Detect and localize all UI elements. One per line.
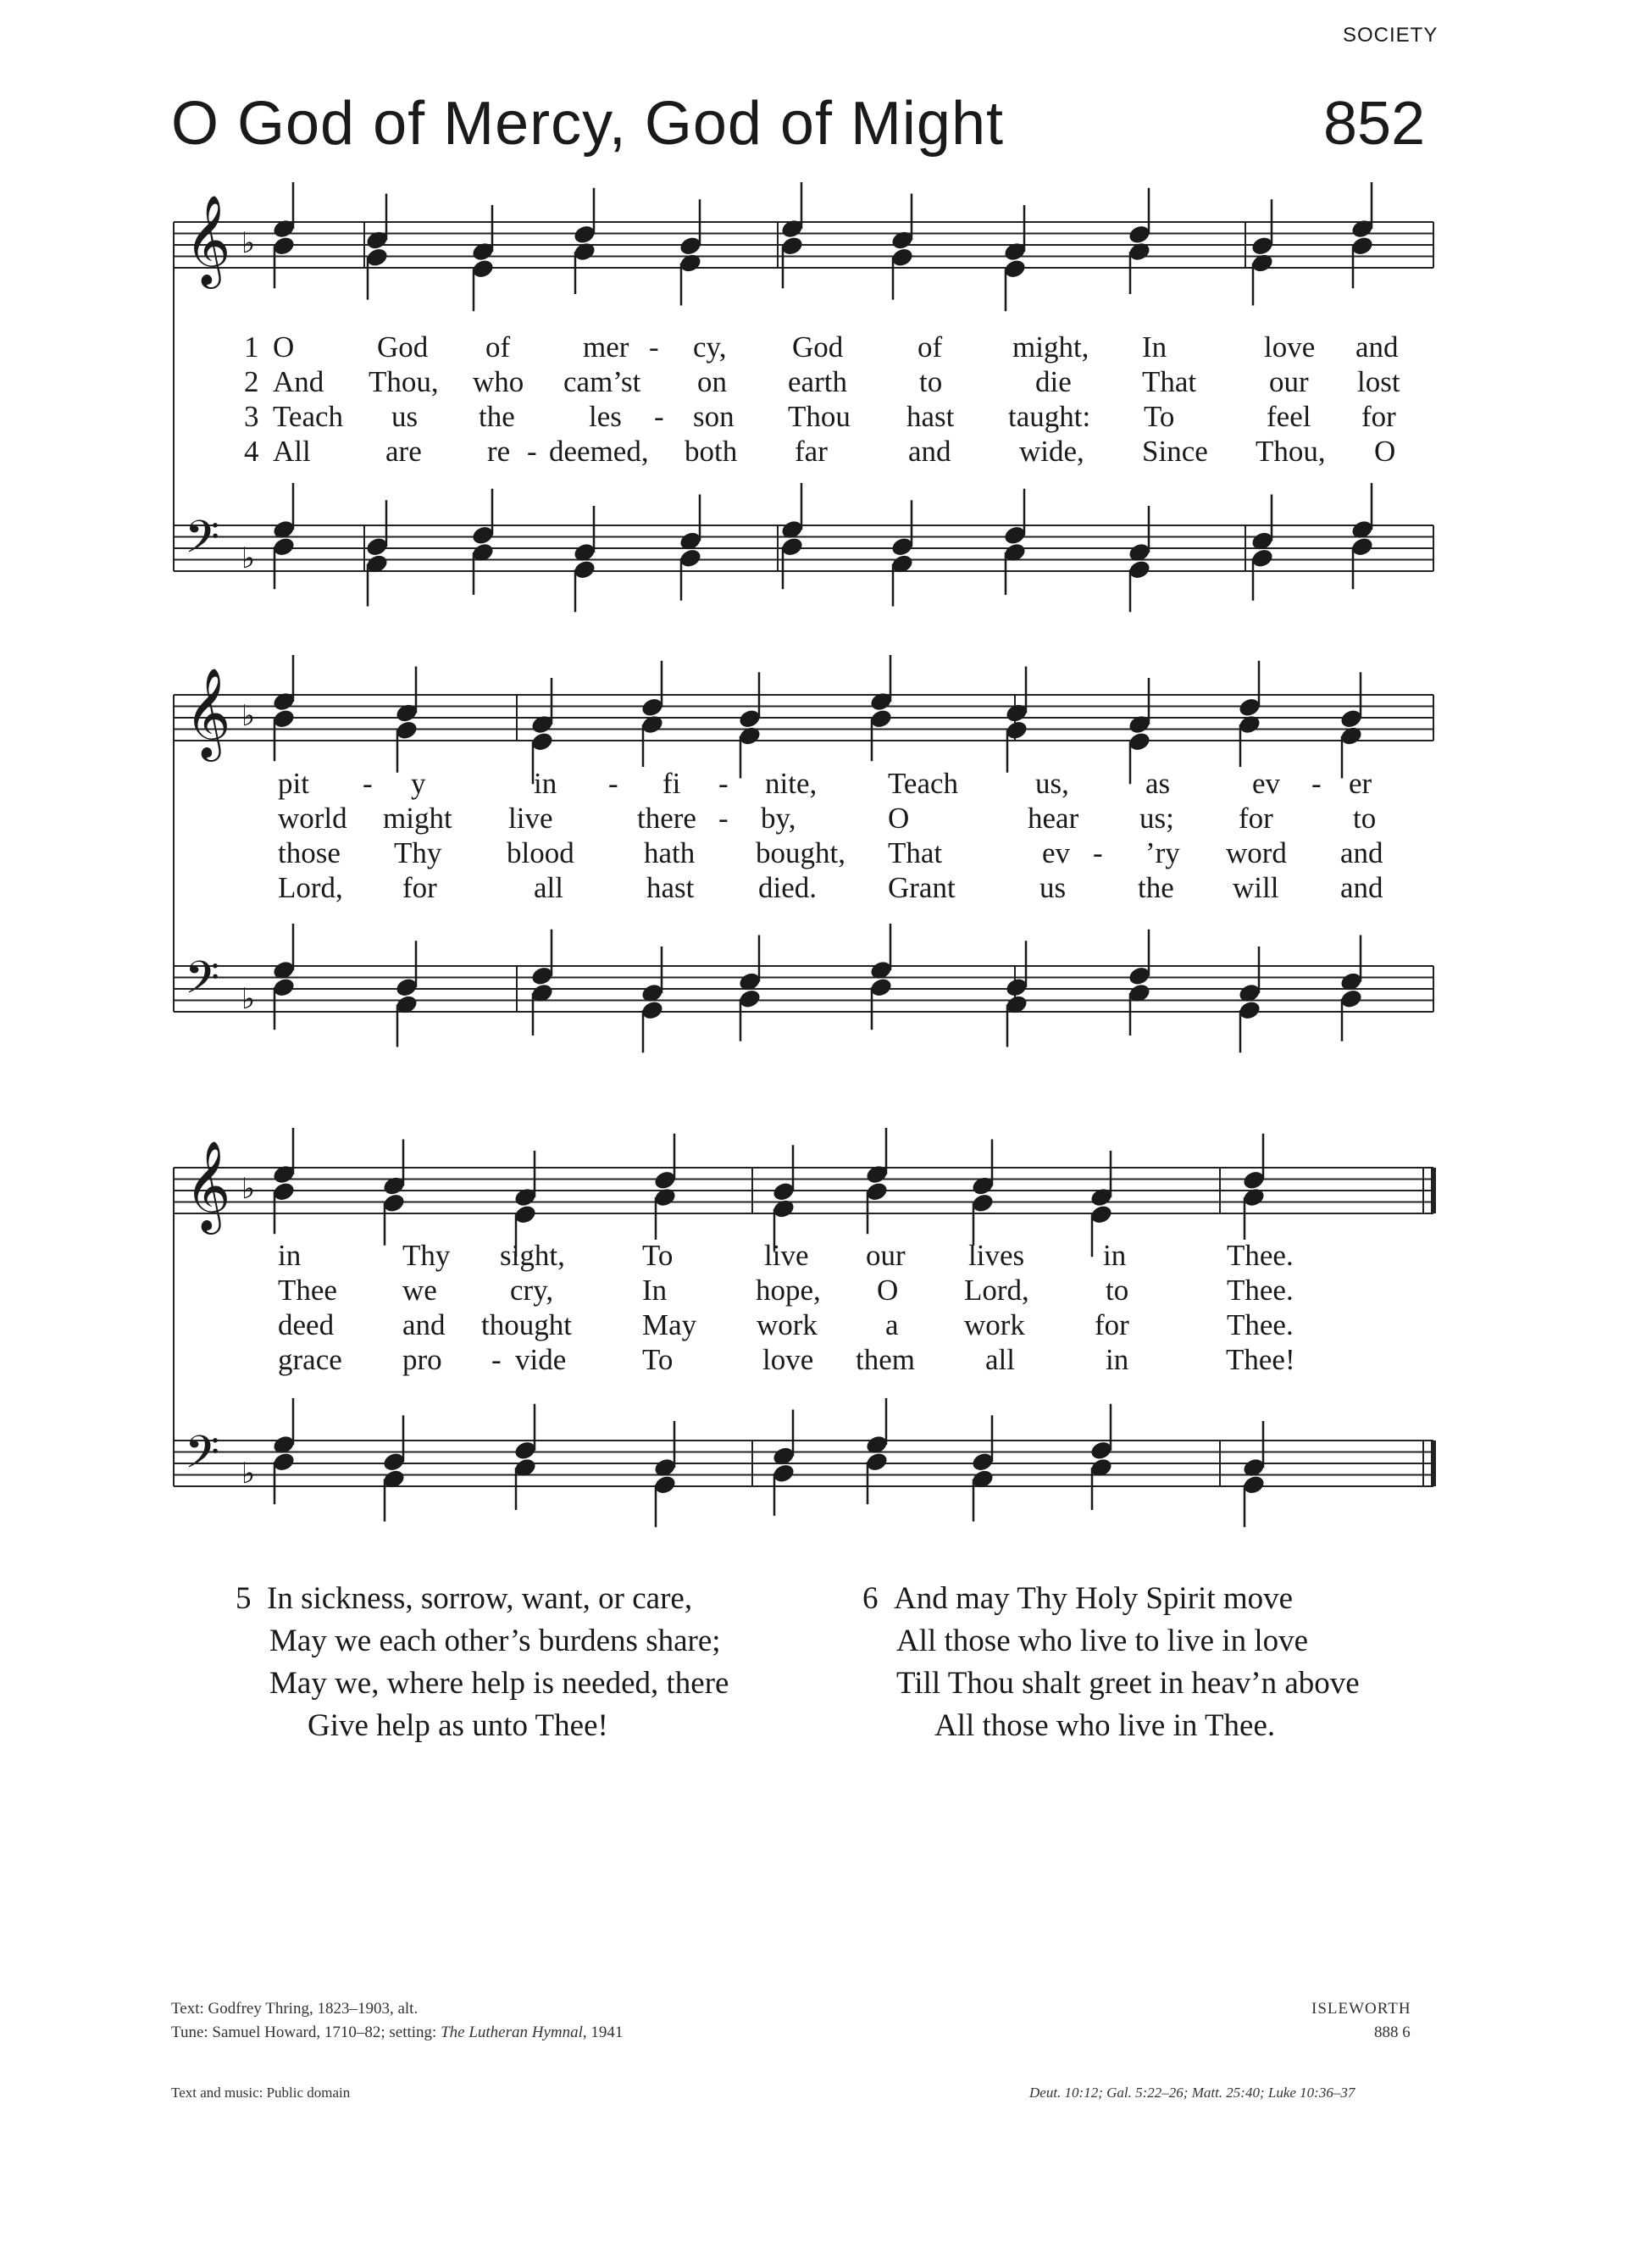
verse-line: All those who live to live in love	[896, 1624, 1309, 1658]
copyright: Text and music: Public domain	[171, 2085, 351, 2101]
key-signature-flat: ♭	[241, 541, 256, 575]
verse-number: 6	[862, 1581, 879, 1616]
verse-5	[236, 1578, 729, 1747]
key-signature-flat: ♭	[241, 1457, 256, 1491]
verse-line: All those who live in Thee.	[934, 1708, 1276, 1743]
key-signature-flat: ♭	[241, 226, 256, 260]
key-signature-flat: ♭	[241, 699, 256, 733]
meter: 888 6	[1374, 2024, 1411, 2041]
treble-clef: 𝄞	[185, 194, 231, 285]
bass-clef: 𝄢	[185, 512, 220, 575]
key-signature-flat: ♭	[241, 982, 256, 1016]
verse-number: 5	[236, 1581, 252, 1616]
section-label: SOCIETY	[1343, 24, 1439, 47]
tune-credit: Tune: Samuel Howard, 1710–82; setting: The Lutheran Hymnal, 1941	[171, 2024, 624, 2041]
verse-line: And may Thy Holy Spirit move	[894, 1581, 1294, 1616]
scripture-references: Deut. 10:12; Gal. 5:22–26; Matt. 25:40; Luke 10:36–37	[1029, 2085, 1355, 2101]
verse-line: May we each other’s burdens share;	[269, 1624, 721, 1658]
treble-clef: 𝄞	[185, 667, 231, 758]
verse-line: Give help as unto Thee!	[308, 1708, 608, 1743]
bass-clef: 𝄢	[185, 1427, 220, 1490]
treble-clef: 𝄞	[185, 1140, 231, 1230]
hymn-number: 852	[1323, 90, 1426, 158]
verse-line: Till Thou shalt greet in heav’n above	[896, 1666, 1360, 1701]
bass-clef: 𝄢	[185, 952, 220, 1015]
verse-line: In sickness, sorrow, want, or care,	[267, 1581, 693, 1616]
key-signature-flat: ♭	[241, 1172, 256, 1206]
verse-line: May we, where help is needed, there	[269, 1666, 729, 1701]
tune-name: ISLEWORTH	[1311, 2000, 1411, 2018]
verse-6	[862, 1578, 1360, 1747]
text-credit: Text: Godfrey Thring, 1823–1903, alt.	[171, 2000, 419, 2018]
hymn-title: O God of Mercy, God of Might	[171, 90, 1005, 158]
